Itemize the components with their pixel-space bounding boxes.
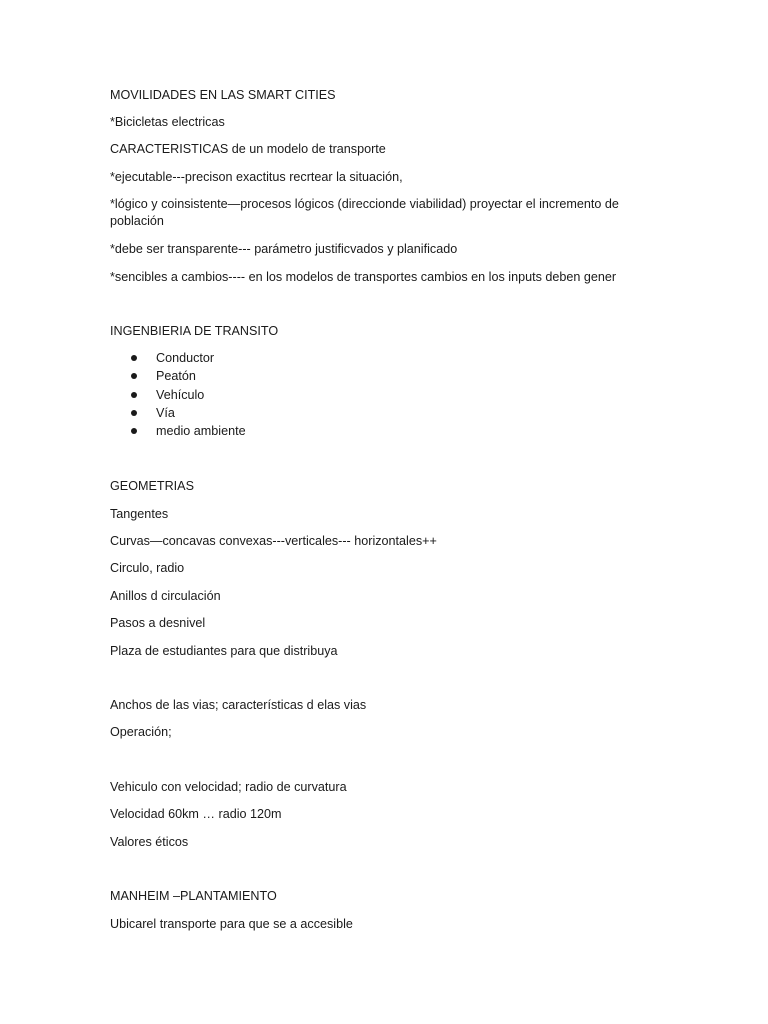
text-line: CARACTERISTICAS de un modelo de transporte [110, 142, 386, 156]
bullet-icon [131, 428, 137, 434]
text-line: Curvas—concavas convexas---verticales--- horizontales++ [110, 534, 437, 548]
text-line: Anchos de las vias; características d elas vias [110, 698, 367, 712]
list-item-label: Peatón [156, 369, 196, 383]
list-item-label: medio ambiente [156, 424, 246, 438]
bullet-icon [131, 355, 137, 361]
bullet-icon [131, 392, 137, 398]
list-item-label: Conductor [156, 351, 215, 365]
text-line: Velocidad 60km … radio 120m [110, 807, 282, 821]
list-item-label: Vía [156, 406, 175, 420]
text-line: Plaza de estudiantes para que distribuya [110, 644, 338, 658]
text-line: *Bicicletas electricas [110, 115, 225, 129]
text-line: Pasos a desnivel [110, 616, 206, 630]
text-line: Vehiculo con velocidad; radio de curvatura [110, 780, 347, 794]
text-line: *debe ser transparente--- parámetro justificvados y planificado [110, 242, 458, 256]
text-line: Tangentes [110, 507, 169, 521]
text-line: Ubicarel transporte para que se a accesible [110, 917, 353, 931]
heading-ingenieria: INGENBIERIA DE TRANSITO [110, 324, 279, 338]
text-line: Valores éticos [110, 835, 189, 849]
heading-movilidades: MOVILIDADES EN LAS SMART CITIES [110, 88, 336, 102]
text-line: Operación; [110, 725, 172, 739]
heading-geometrias: GEOMETRIAS [110, 479, 194, 493]
heading-manheim: MANHEIM –PLANTAMIENTO [110, 889, 277, 903]
text-line: Anillos d circulación [110, 589, 221, 603]
text-line: Circulo, radio [110, 561, 185, 575]
text-line: *ejecutable---precison exactitus recrtear la situación, [110, 170, 403, 184]
text-line: *lógico y coinsistente—procesos lógicos (direccionde viabilidad) proyectar el incremento de población [110, 197, 619, 228]
bullet-icon [131, 373, 137, 379]
list-item-label: Vehículo [156, 388, 205, 402]
bullet-icon [131, 410, 137, 416]
text-line: *sencibles a cambios---- en los modelos de transportes cambios en los inputs deben gener [110, 270, 617, 284]
